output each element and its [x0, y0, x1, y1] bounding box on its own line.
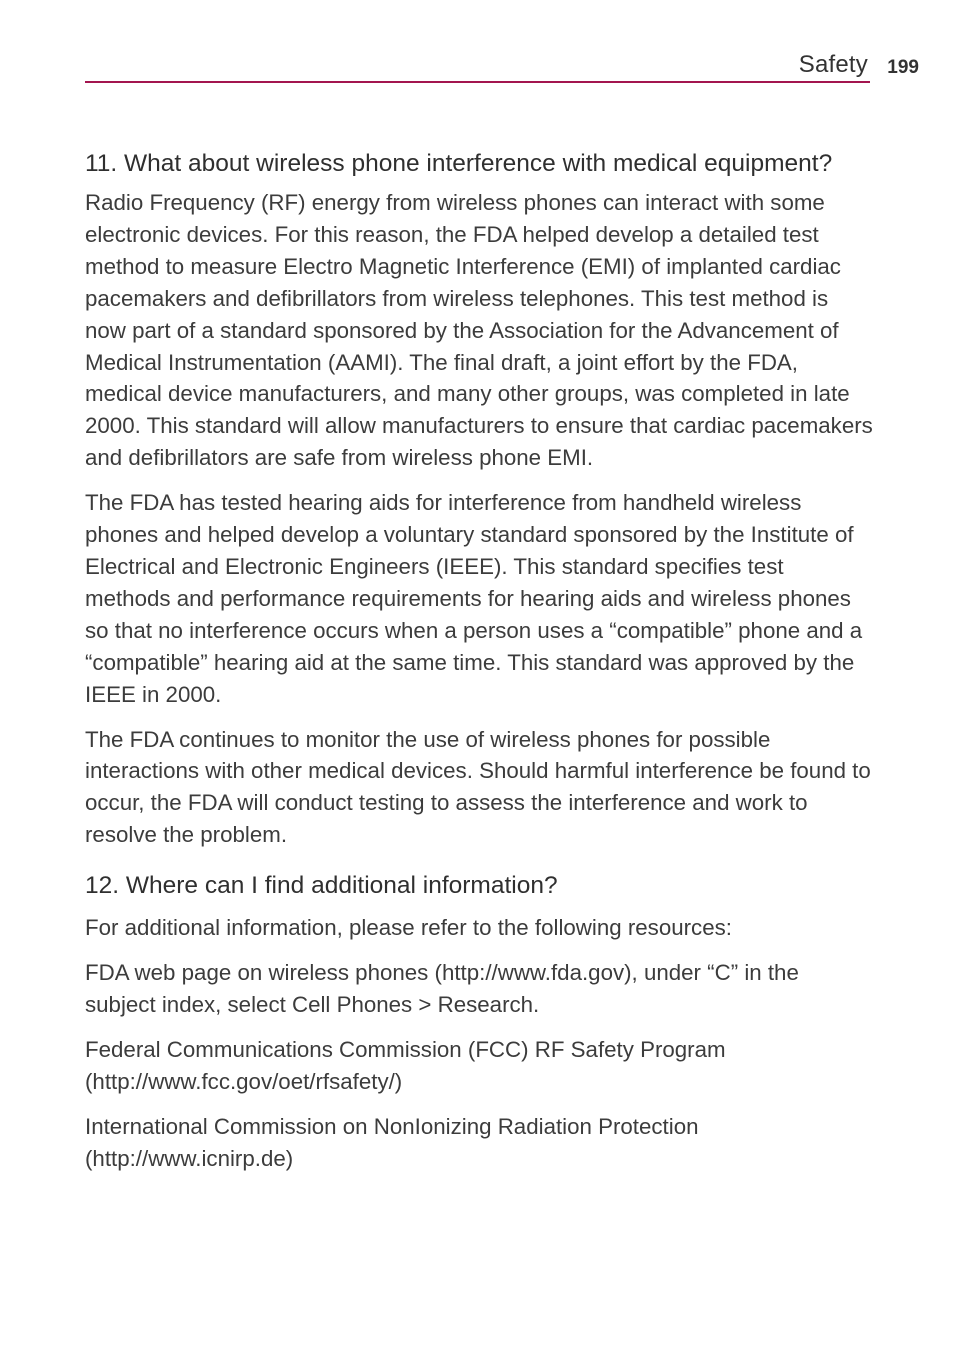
- page-header: [85, 48, 919, 84]
- q11-paragraph-2: The FDA has tested hearing aids for interference from handheld wireless phones and helped develop a voluntary standard sponsored by the Institute of Electrical and Electronic Engineers (IEEE). This standard specifies test methods and performance requirements for hearing aids and wireless phones so that no interference occurs when a person uses a “compatible” phone and a “compatible” hearing aid at the same time. This standard was approved by the IEEE in 2000.: [85, 490, 863, 707]
- section-title: Safety: [798, 51, 868, 78]
- page-number: 199: [887, 57, 919, 78]
- question-12-heading: 12. Where can I find additional information?: [85, 872, 558, 900]
- q11-paragraph-1: Radio Frequency (RF) energy from wireless phones can interact with some electronic devices. For this reason, the FDA helped develop a detailed test method to measure Electro Magnetic Interference (EMI) of implanted cardiac pacemakers and defibrillators from wireless telephones. This test method is now part of a standard sponsored by the Association for the Advancement of Medical Instrumentation (AAMI). The final draft, a joint effort by the FDA, medical device manufacturers, and many other groups, was completed in late 2000. This standard will allow manufacturers to ensure that cardiac pacemakers and defibrillators are safe from wireless phone EMI.: [85, 190, 873, 471]
- page-body: [85, 148, 875, 1187]
- question-11-heading: 11. What about wireless phone interference with medical equipment?: [85, 150, 833, 177]
- resource-icnirp: International Commission on NonIonizing Radiation Protection (http://www.icnirp.de): [85, 1113, 699, 1171]
- resource-fcc: Federal Communications Commission (FCC) RF Safety Program (http://www.fcc.gov/oet/rfsafety/): [85, 1036, 726, 1094]
- resource-fda: FDA web page on wireless phones (http://www.fda.gov), under “C” in the subject index, select Cell Phones > Research.: [85, 960, 799, 1017]
- header-divider: [85, 81, 870, 83]
- q11-paragraph-3: The FDA continues to monitor the use of wireless phones for possible interactions with other medical devices. Should harmful interference be found to occur, the FDA will conduct testing to assess the interference and work to resolve the problem.: [85, 726, 871, 848]
- q12-paragraph-intro: For additional information, please refer to the following resources:: [85, 915, 732, 941]
